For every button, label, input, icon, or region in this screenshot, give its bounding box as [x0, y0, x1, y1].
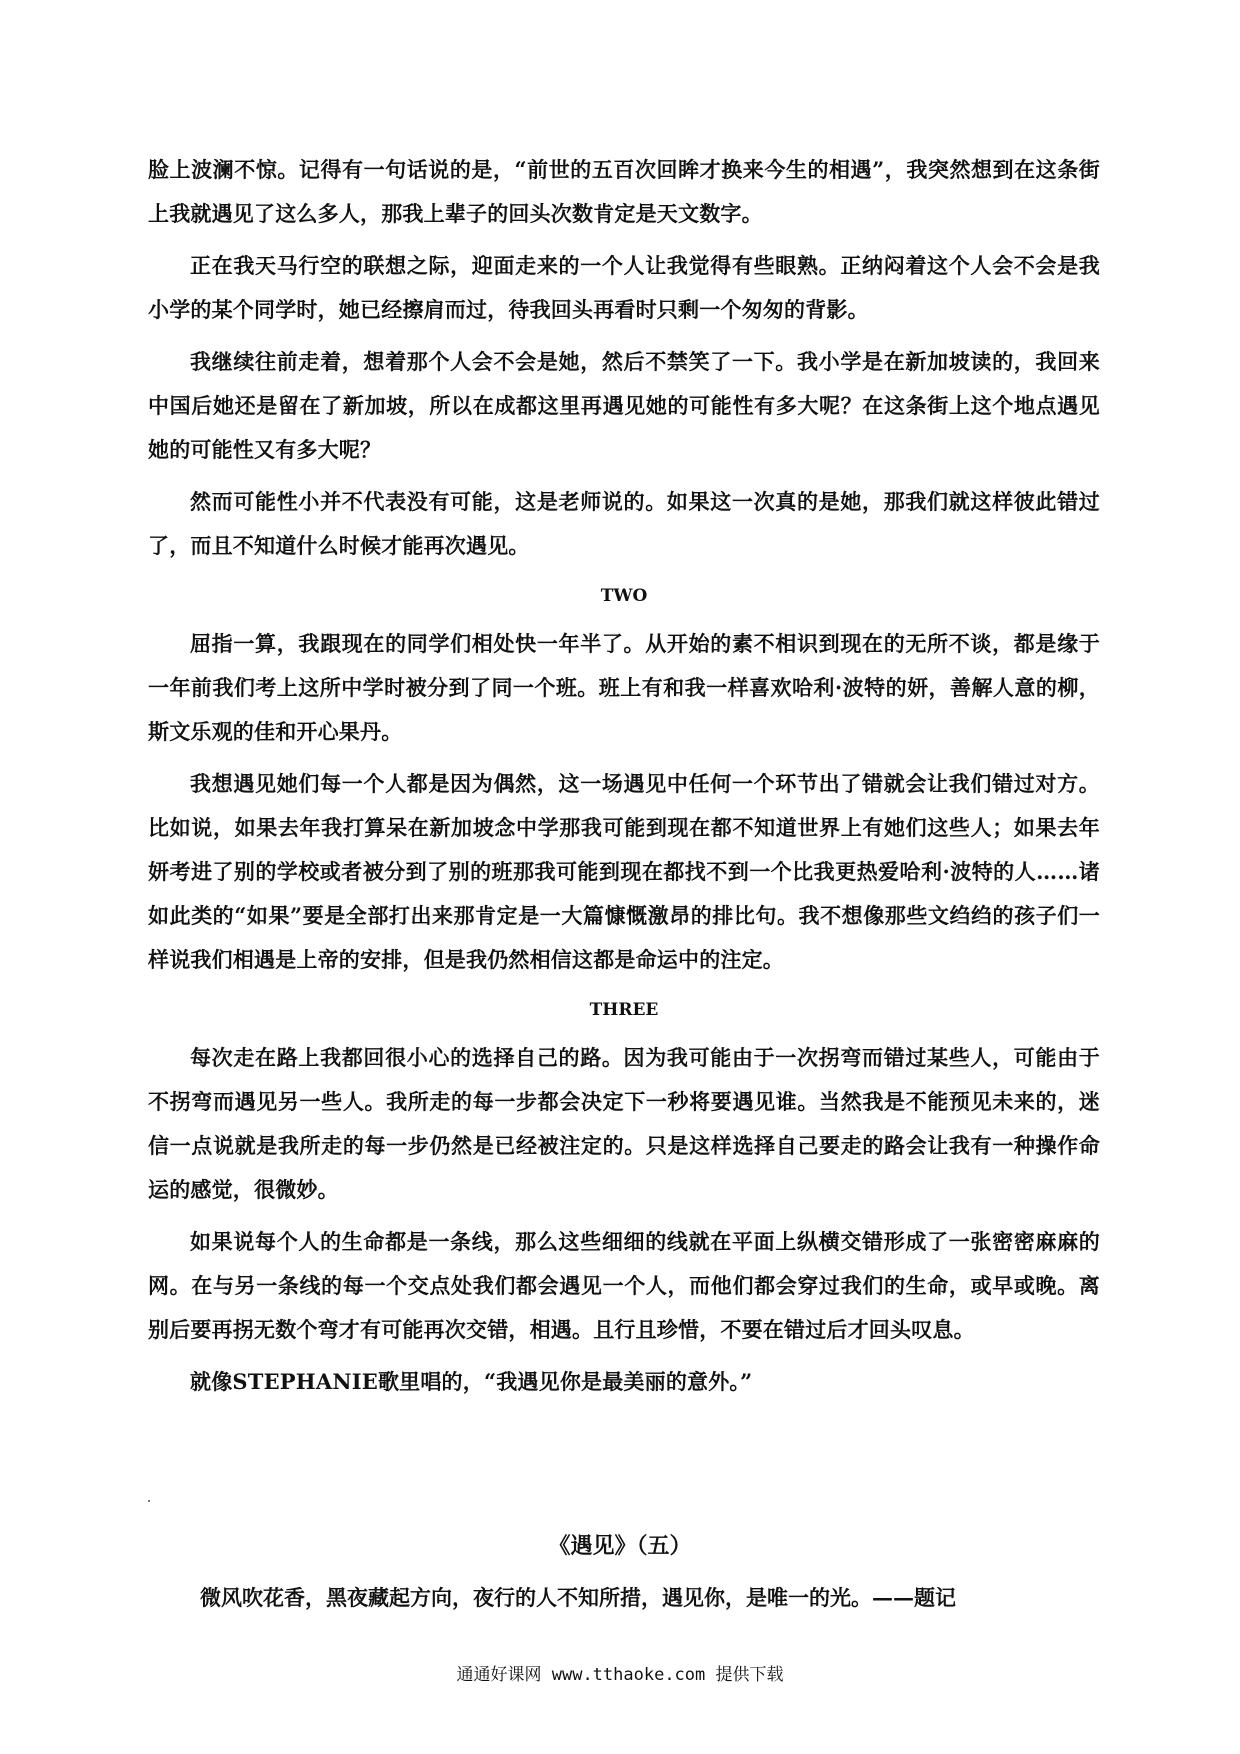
paragraph-continued: 脸上波澜不惊。记得有一句话说的是，“前世的五百次回眸才换来今生的相遇”，我突然想到在这条街上我就遇见了这么多人，那我上辈子的回头次数肯定是天文数字。 [148, 157, 1100, 226]
paragraph: 每次走在路上我都回很小心的选择自己的路。因为我可能由于一次拐弯而错过某些人，可能由于不拐弯而遇见另一些人。我所走的每一步都会决定下一秒将要遇见谁。当然我是不能预见未来的，迷信一点说就是我所走的每一步仍然是已经被注定的。只是这样选择自己要走的路会让我有一种操作命运的感觉，很微妙。 [148, 1045, 1100, 1202]
next-essay-title: 《遇见》（五） [548, 1533, 692, 1559]
section-heading-two: TWO [600, 586, 648, 606]
paragraph: 我继续往前走着，想着那个人会不会是她，然后不禁笑了一下。我小学是在新加坡读的，我回来中国后她还是留在了新加坡，所以在成都这里再遇见她的可能性有多大呢？在这条街上这个地点遇见她的可能性又有多大呢？ [148, 349, 1100, 462]
paragraph: 屈指一算，我跟现在的同学们相处快一年半了。从开始的素不相识到现在的无所不谈，都是缘于一年前我们考上这所中学时被分到了同一个班。班上有和我一样喜欢哈利·波特的妍，善解人意的柳，斯文乐观的佳和开心果丹。 [148, 631, 1100, 744]
essay-body [148, 148, 1100, 1412]
scan-speck [148, 1500, 150, 1502]
paragraph: 然而可能性小并不代表没有可能，这是老师说的。如果这一次真的是她，那我们就这样彼此错过了，而且不知道什么时候才能再次遇见。 [148, 489, 1100, 558]
paragraph: 就像STEPHANIE歌里唱的，“我遇见你是最美丽的意外。” [190, 1369, 753, 1394]
paragraph: 正在我天马行空的联想之际，迎面走来的一个人让我觉得有些眼熟。正纳闷着这个人会不会是我小学的某个同学时，她已经擦肩而过，待我回头再看时只剩一个匆匆的背影。 [148, 253, 1100, 322]
epigraph: 微风吹花香，黑夜藏起方向，夜行的人不知所措，遇见你，是唯一的光。——题记 [200, 1585, 956, 1610]
footer-watermark: 通通好课网 www.tthaoke.com 提供下载 [456, 1665, 784, 1685]
paragraph: 我想遇见她们每一个人都是因为偶然，这一场遇见中任何一个环节出了错就会让我们错过对方。比如说，如果去年我打算呆在新加坡念中学那我可能到现在都不知道世界上有她们这些人；如果去年妍考进了别的学校或者被分到了别的班那我可能到现在都找不到一个比我更热爱哈利·波特的人……诸如此类的“如果”要是全部打出来那肯定是一大篇慷慨激昂的排比句。我不想像那些文绉绉的孩子们一样说我们相遇是上帝的安排，但是我仍然相信这都是命运中的注定。 [148, 771, 1100, 972]
section-heading-three: THREE [589, 1000, 659, 1020]
paragraph: 如果说每个人的生命都是一条线，那么这些细细的线就在平面上纵横交错形成了一张密密麻麻的网。在与另一条线的每一个交点处我们都会遇见一个人，而他们都会穿过我们的生命，或早或晚。离别后要再拐无数个弯才有可能再次交错，相遇。且行且珍惜，不要在错过后才回头叹息。 [148, 1229, 1100, 1342]
